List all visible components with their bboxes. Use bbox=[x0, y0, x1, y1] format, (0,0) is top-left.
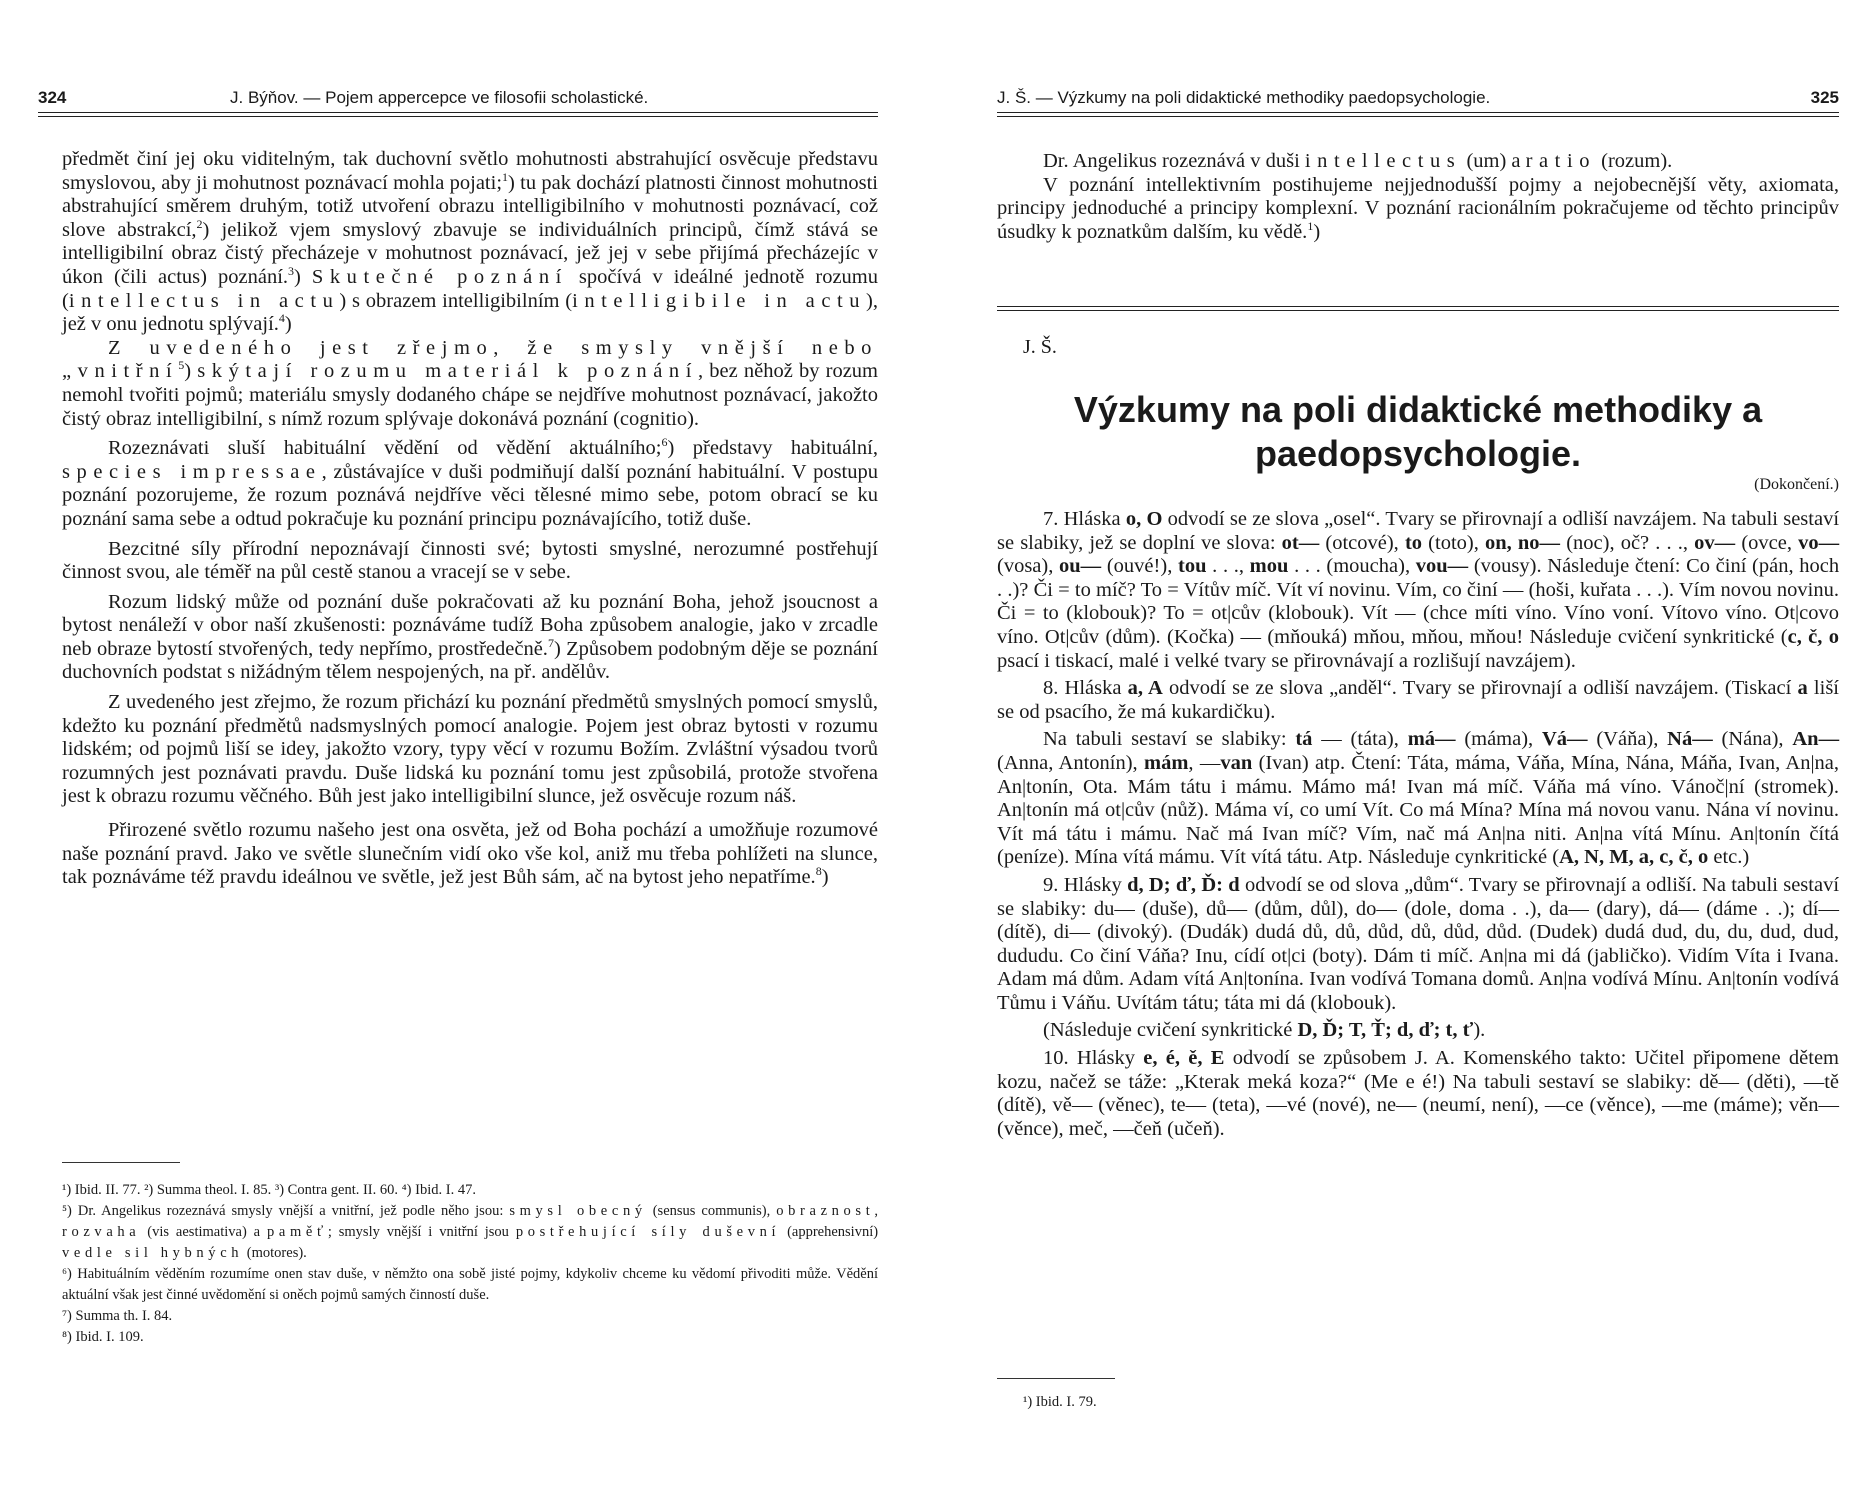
footnote: ¹) Ibid. II. 77. ²) Summa theol. I. 85. ³) Contra gent. II. 60. ⁴) Ibid. I. 47. bbox=[62, 1182, 476, 1198]
right-header-rule bbox=[997, 112, 1839, 117]
right-page-header bbox=[997, 88, 1839, 114]
paragraph: 7. Hláska o, O odvodí se ze slova „osel“. Tvary se přirovnají a odliší navzájem. Na tabuli sestaví se slabiky, jež se doplní ve slova: ot— (otcové), to (toto), on, no— (noc), oč? . . ., ov— (ovce, vo— (vosa), ou— (ouvé!), tou . . ., mou . . . (moucha), vou— (vousy). Následuje čtení: Co činí (pán, hoch . .)? Či = to míč? To = Vítův míč. Vít ví novinu. Vím, co činí — (hoši, kuřata . . .). Vím novou novinu. Či = to (klobouk)? To = ot|cův (klobouk). Vít — (chce míti víno. Víno voní. Vítovo víno. Ot|covo víno. Ot|cův (dům). (Kočka) — (mňouká) mňou, mňou, mňou! Následuje cvičení synkritické (c, č, o psací i tiskací, malé i velké tvary se přirovnávají a rozlišují navzájem). bbox=[997, 508, 1840, 672]
continued-note: (Dokončení.) bbox=[1754, 476, 1839, 493]
footnote: ⁵) Dr. Angelikus rozeznává smysly vnější a vnitřní, jež podle něho jsou: smysl obecný (sensus communis), obraznost, rozvaha (vis aestimativa) a paměť; smysly vnější i vnitřní jsou postřehující síly duševní (apprehensivní) vedle sil hybných (motores). bbox=[62, 1203, 879, 1261]
footnote: ⁶) Habituálním věděním rozumíme onen stav duše, v němžto ona sobě jisté pojmy, kdykoliv chceme ku vědomí přivoditi může. Vědění aktuální však jest činné uvědomění si oněch pojmů samých činností duše. bbox=[62, 1266, 878, 1303]
right-body-text bbox=[997, 508, 1839, 1141]
paragraph: Z uvedeného jest zřejmo, že smysly vnější nebo „vnitřní$^5$) skýtají rozumu materiál k poznání, bez něhož by rozum nemohl tvořiti pojmů; materiálu smysly dodaného chápe se nejdříve mohutnost poznávací, jakožto čistý obraz intelligibilní, s nímž rozum splývaje dokonává poznání (cognitio). bbox=[62, 336, 878, 430]
paragraph: Na tabuli sestaví se slabiky: tá — (táta), má— (máma), Vá— (Váňa), Ná— (Nána), An— (Anna, Antonín), mám, —van (Ivan) atp. Čtení: Táta, máma, Váňa, Mína, Nána, Máňa, Ivan, An|na, An|tonín, Ota. Mám tátu i mámu. Mámo má! Ivan má míč. Váňa má víno. Vánoč|ní (stromek). An|tonín má ot|cův (nůž). Máma ví, co umí Vít. Co má Mína? Mína má novou vanu. Nána ví novinu. Vít má tátu i mámu. Nač má Ivan míč? Vím, nač má An|na niti. An|na vítá Mínu. An|tonín čítá (peníze). Mína vítá mámu. Vít vítá tátu. Atp. Následuje cynkritické (A, N, M, a, c, č, o etc.) bbox=[997, 728, 1840, 869]
paragraph: Přirozené světlo rozumu našeho jest ona osvěta, jež od Boha pochází a umožňuje rozumové naše poznání pravd. Jako ve světle slunečním vidí oko vše kol, aniž mu třeba pohlížeti na slunce, tak poznáváme též pravdu ideálnou ve světle, jež jest Bůh sám, ač na bytost jeho nepatříme.$^8$) bbox=[62, 819, 878, 889]
paragraph: V poznání intellektivním postihujeme nejjednodušší pojmy a nejobecnější věty, axiomata, principy jednoduché a principy komplexní. V poznání racionálním pokračujeme od těchto principův úsudky k poznatkům dalším, ku vědě.$^1$) bbox=[997, 173, 1839, 243]
left-header-rule bbox=[38, 112, 878, 117]
left-page-header bbox=[38, 88, 878, 114]
paragraph: Bezcitné síly přírodní nepoznávají činnosti své; bytosti smyslné, nerozumné postřehují činnost svou, ale téměř na půl cestě stanou a vracejí se v sebe. bbox=[62, 537, 878, 584]
right-footnote-rule bbox=[997, 1378, 1115, 1379]
left-footnote-rule bbox=[62, 1162, 180, 1163]
left-footnotes bbox=[62, 1180, 878, 1348]
article-title: Výzkumy na poli didaktické methodiky a paedopsychologie. bbox=[1073, 389, 1763, 474]
left-body-text bbox=[62, 148, 878, 890]
paragraph: Dr. Angelikus rozeznává v duši intellectus (um) a ratio (rozum). bbox=[1043, 150, 1673, 172]
footnote: ⁸) Ibid. I. 109. bbox=[62, 1329, 144, 1345]
paragraph: (Následuje cvičení synkritické D, Ď; T, Ť; d, ď; t, ť). bbox=[1043, 1019, 1486, 1042]
paragraph: Z uvedeného jest zřejmo, že rozum přichází ku poznání předmětů smyslných pomocí smyslů, kdežto ku poznání předmětů nadsmyslných pomocí analogie. Pojem jest obraz bytosti v rozumu lidském; od pojmů liší se idey, jakožto vzory, typy věcí v rozumu Božím. Zvláštní výsadou tvorů rozumných jest poznávati pravdu. Duše lidská ku poznání tomu jest způsobilá, protože stvořena jest k obrazu rozumu věčného. Bůh jest jako intelligibilní slunce, jež osvěcuje rozum náš. bbox=[62, 691, 878, 808]
right-page bbox=[931, 0, 1862, 1500]
left-page-number: 324 bbox=[38, 88, 67, 107]
right-page-number: 325 bbox=[1810, 88, 1839, 107]
footnote: ¹) Ibid. I. 79. bbox=[1023, 1394, 1097, 1410]
article-author: J. Š. bbox=[1023, 336, 1057, 358]
right-top-text bbox=[997, 150, 1839, 244]
paragraph: Rozeznávati sluší habituální vědění od vědění aktuálního;$^6$) představy habituální, species impressae, zůstávajíce v duši podmiňují další poznání habituální. V postupu poznání pozorujeme, že rozum poznává nejdříve věci tělesné mimo sebe, potom obrací se ku poznání sama sebe a odtud pokračuje ku poznání principu poznávajícího, totiž duše. bbox=[62, 435, 878, 530]
left-running-title: J. Býňov. — Pojem appercepce ve filosofii scholastické. bbox=[230, 88, 649, 107]
right-footnotes bbox=[997, 1392, 1839, 1413]
paragraph: 9. Hlásky d, D; ď, Ď: d odvodí se od slova „dům“. Tvary se přirovnají a odliší. Na tabuli sestaví se slabiky: du— (duše), dů— (dům, důl), do— (dole, doma . .), da— (dary), dá— (dáme . .); dí— (dítě), di— (divoký). (Dudák) dudá dů, dů, důd, dů, důd, důd. (Dudek) dudá dud, du, du, dud, dud, dududu. Co činí Váňa? Inu, cídí ot|ci (boty). Dám ti míč. An|na mi dá (jabličko). Vidím Víta i Ivana. Adam má dům. Adam vítá An|tonína. Ivan vodívá Tomana domů. An|na vodívá Mínu. An|tonín vodívá Tůmu i Váňu. Uvítám tátu; táta mi dá (klobouk). bbox=[997, 873, 1840, 1014]
right-running-title: J. Š. — Výzkumy na poli didaktické methodiky paedopsychologie. bbox=[997, 88, 1491, 107]
paragraph: předmět činí jej oku viditelným, tak duchovní světlo mohutnosti abstrahující osvěcuje představu smyslovou, aby ji mohutnost poznávací mohla pojati;$^1$) tu pak dochází platnosti činnost mohutnosti abstrahující směrem druhým, totiž utvoření obrazu intelligibilního v mohutnosti poznávací, což slove abstrakcí,$^2$) jelikož vjem smyslový zbavuje se individuálních principů, čímž stává se intelligibilní obraz čistý přecházeje v mohutnost poznávací, jež jej v sebe přijímá přecházejíc v úkon (čili actus) poznání.$^3$) Skutečné poznání spočívá v ideálné jednotě rozumu (intellectus in actu) s obrazem intelligibilním (intelligibile in actu), jež v onu jednotu splývají.$^4$) bbox=[62, 148, 879, 336]
paragraph: 8. Hláska a, A odvodí se ze slova „anděl“. Tvary se přirovnají a odliší navzájem. (Tiskací a liší se od psacího, že má kukardičku). bbox=[997, 677, 1839, 723]
section-divider bbox=[997, 306, 1839, 311]
footnote: ⁷) Summa th. I. 84. bbox=[62, 1308, 173, 1324]
paragraph: 10. Hlásky e, é, ě, E odvodí se způsobem J. A. Komenského takto: Učitel připomene dětem kozu, načež se táže: „Kterak meká koza?“ (Me e é!) Na tabuli sestaví se slabiky: dě— (děti), —tě (dítě), vě— (věnec), te— (teta), —vé (nové), ne— (neumí, není), —ce (věnce), —me (máme); věn— (věnce), meč, —čeň (učeň). bbox=[997, 1047, 1839, 1140]
paragraph: Rozum lidský může od poznání duše pokračovati až ku poznání Boha, jehož jsoucnost a bytost nenáleží v obor naší zkušenosti: poznáváme tudíž Boha způsobem analogie, jako v zrcadle neb obraze bytostí stvořených, tedy nepřímo, prostředečně.$^7$) Způsobem podobným děje se poznání duchovních podstat s nižádným tělem nespojených, na př. andělův. bbox=[62, 590, 878, 684]
